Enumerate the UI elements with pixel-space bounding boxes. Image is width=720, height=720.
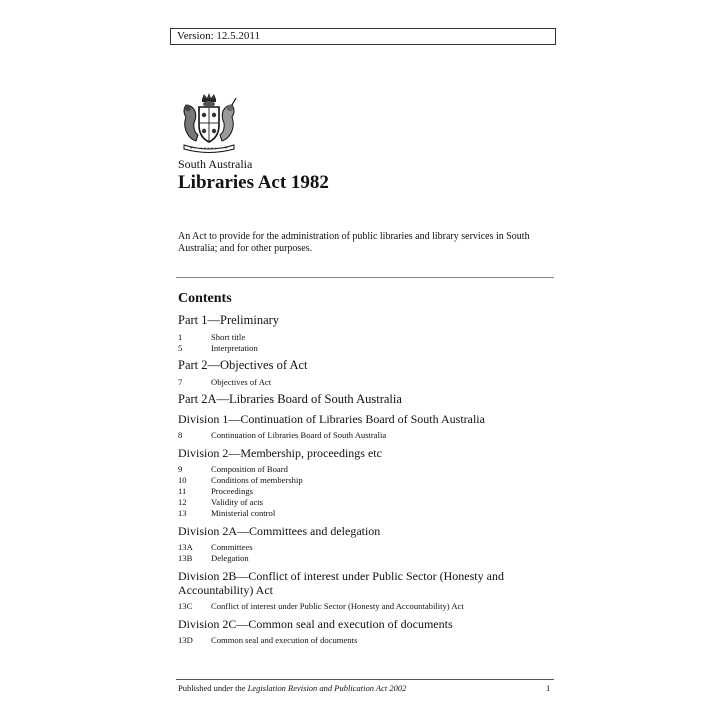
toc-item[interactable] xyxy=(178,601,558,612)
toc-item-number: 13A xyxy=(178,542,193,552)
page-number: 1 xyxy=(546,683,551,693)
toc-item-text: Proceedings xyxy=(211,486,254,496)
contents-heading: Contents xyxy=(178,291,232,306)
toc-item-number: 7 xyxy=(178,377,183,387)
version-box xyxy=(170,28,556,45)
toc-item-number: 9 xyxy=(178,464,183,474)
toc-item-text: Conflict of interest under Public Sector (Honesty and Accountability) Act xyxy=(211,601,464,611)
toc-item-text: Interpretation xyxy=(211,343,258,353)
toc-item[interactable] xyxy=(178,486,558,497)
toc-item-text: Validity of acts xyxy=(211,497,264,507)
toc-item-text: Conditions of membership xyxy=(211,475,303,485)
toc-item-number: 12 xyxy=(178,497,187,507)
footer-prefix: Published under the xyxy=(178,683,248,693)
toc-item-text: Short title xyxy=(211,332,246,342)
toc-item-number: 13B xyxy=(178,553,193,563)
toc-item[interactable] xyxy=(178,430,558,441)
toc-item[interactable] xyxy=(178,497,558,508)
toc-item-number: 13 xyxy=(178,508,187,518)
toc-item-number: 13C xyxy=(178,601,193,611)
toc-item-number: 1 xyxy=(178,332,183,342)
toc-item-number: 8 xyxy=(178,430,183,440)
toc-item[interactable] xyxy=(178,464,558,475)
toc-division-2[interactable]: Division 2—Membership, proceedings etc xyxy=(178,446,382,460)
toc-item-number: 10 xyxy=(178,475,187,485)
jurisdiction: South Australia xyxy=(178,157,253,171)
toc-part-2[interactable]: Part 2—Objectives of Act xyxy=(178,358,308,372)
toc-item-number: 11 xyxy=(178,486,187,496)
coat-of-arms-icon xyxy=(178,93,240,153)
toc-division-2b[interactable]: Division 2B—Conflict of interest under Public Sector (Honesty and Accountability) Act xyxy=(178,569,504,597)
toc-item-text: Objectives of Act xyxy=(211,377,272,387)
footer-published xyxy=(178,683,406,693)
toc-item-text: Delegation xyxy=(211,553,249,563)
toc-item[interactable] xyxy=(178,377,558,388)
table-of-contents xyxy=(178,313,558,650)
toc-item[interactable] xyxy=(178,332,558,343)
footer-divider xyxy=(176,679,554,680)
toc-item[interactable] xyxy=(178,475,558,486)
act-title: Libraries Act 1982 xyxy=(178,172,329,193)
version-label: Version: 12.5.2011 xyxy=(177,30,261,42)
toc-item[interactable] xyxy=(178,508,558,519)
toc-division-2a[interactable]: Division 2A—Committees and delegation xyxy=(178,524,381,538)
toc-item-text: Ministerial control xyxy=(211,508,276,518)
toc-part-2a[interactable]: Part 2A—Libraries Board of South Australia xyxy=(178,392,402,406)
toc-item-number: 5 xyxy=(178,343,183,353)
long-title: An Act to provide for the administration of public libraries and library services in South Australia; and for other purposes. xyxy=(178,231,530,254)
toc-item-text: Continuation of Libraries Board of South Australia xyxy=(211,430,387,440)
toc-item[interactable] xyxy=(178,542,558,553)
toc-item[interactable] xyxy=(178,553,558,564)
toc-item-text: Committees xyxy=(211,542,253,552)
toc-item[interactable] xyxy=(178,635,558,646)
toc-item-number: 13D xyxy=(178,635,193,645)
toc-part-1[interactable]: Part 1—Preliminary xyxy=(178,313,280,327)
toc-division-1[interactable]: Division 1—Continuation of Libraries Board of South Australia xyxy=(178,412,485,426)
toc-item[interactable] xyxy=(178,343,558,354)
toc-division-2c[interactable]: Division 2C—Common seal and execution of documents xyxy=(178,617,453,631)
toc-item-text: Composition of Board xyxy=(211,464,288,474)
divider xyxy=(176,277,554,278)
footer-act-name: Legislation Revision and Publication Act 2002 xyxy=(247,683,407,693)
toc-item-text: Common seal and execution of documents xyxy=(211,635,358,645)
